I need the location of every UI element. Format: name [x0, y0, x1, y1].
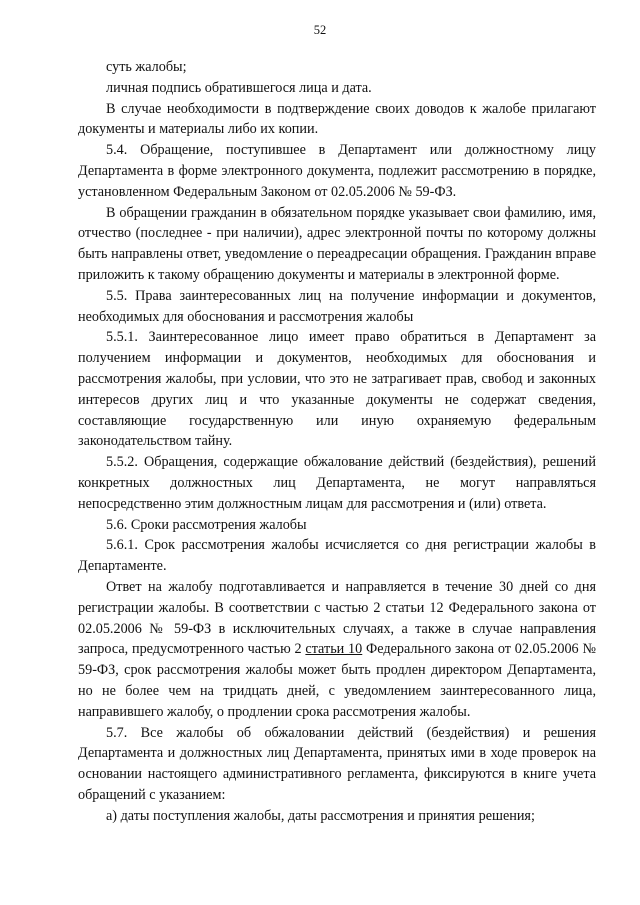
paragraph: 5.5. Права заинтересованных лиц на получение информации и документов, необходимых для обоснования и рассмотрения жалобы — [78, 287, 596, 325]
paragraph: 5.4. Обращение, поступившее в Департамент или должностному лицу Департамента в форме электронного документа, подлежит рассмотрению в порядке, установленном Федеральным Законом от 02.05.2006 № 59-ФЗ. — [78, 142, 596, 200]
paragraph: а) даты поступления жалобы, даты рассмотрения и принятия решения; — [106, 807, 535, 824]
paragraph: 5.5.2. Обращения, содержащие обжалование действий (бездействия), решений конкретных должностных лиц Департамента, не могут направляться непосредственно этим должностным лицам для рассмотрения и (или) ответа. — [78, 454, 596, 512]
document-body — [78, 57, 596, 826]
paragraph: В случае необходимости в подтверждение своих доводов к жалобе прилагают документы и материалы либо их копии. — [78, 100, 596, 138]
paragraph: 5.6. Сроки рассмотрения жалобы — [106, 516, 307, 533]
law-article-link[interactable]: статьи 10 — [305, 641, 363, 658]
paragraph-text: Ответ на жалобу подготавливается и направляется в течение 30 дней со дня регистрации жалобы. В соответствии с частью 2 статьи 12 Федерального закона от 02.05.2006 № 59-ФЗ в исключительных случаях, а также в случае направления запроса, предусмотренного частью 2 — [78, 578, 596, 658]
page-number: 52 — [313, 23, 327, 37]
paragraph: 5.5.1. Заинтересованное лицо имеет право обратиться в Департамент за получением информации и документов, необходимых для обоснования и рассмотрения жалобы, при условии, что это не затрагивает прав, свобод и законных интересов других лиц и что указанные документы не содержат сведения, составляющие государственную или иную охраняемую федеральным законодательством тайну. — [78, 329, 596, 450]
paragraph: 5.6.1. Срок рассмотрения жалобы исчисляется со дня регистрации жалобы в Департаменте. — [78, 537, 596, 575]
paragraph: личная подпись обратившегося лица и дата. — [106, 79, 372, 96]
paragraph: 5.7. Все жалобы об обжаловании действий (бездействия) и решения Департамента и должностных лиц Департамента, принятых ими в ходе проверок на основании настоящего административного регламента, фиксируются в книге учета обращений с указанием: — [78, 724, 596, 803]
paragraph: суть жалобы; — [106, 59, 187, 75]
paragraph-text: Федерального закона от 02.05.2006 № 59-ФЗ, срок рассмотрения жалобы может быть продлен директором Департамента, но не более чем на тридцать дней, с уведомлением заинтересованного лица, направившего жалобу, о продлении срока рассмотрения жалобы. — [78, 641, 596, 720]
paragraph-response-term — [78, 577, 596, 723]
paragraph: В обращении гражданин в обязательном порядке указывает свои фамилию, имя, отчество (последнее - при наличии), адрес электронной почты по которому должны быть направлены ответ, уведомление о переадресации обращения. Гражданин вправе приложить к такому обращению документы и материалы в электронной форме. — [78, 204, 596, 283]
